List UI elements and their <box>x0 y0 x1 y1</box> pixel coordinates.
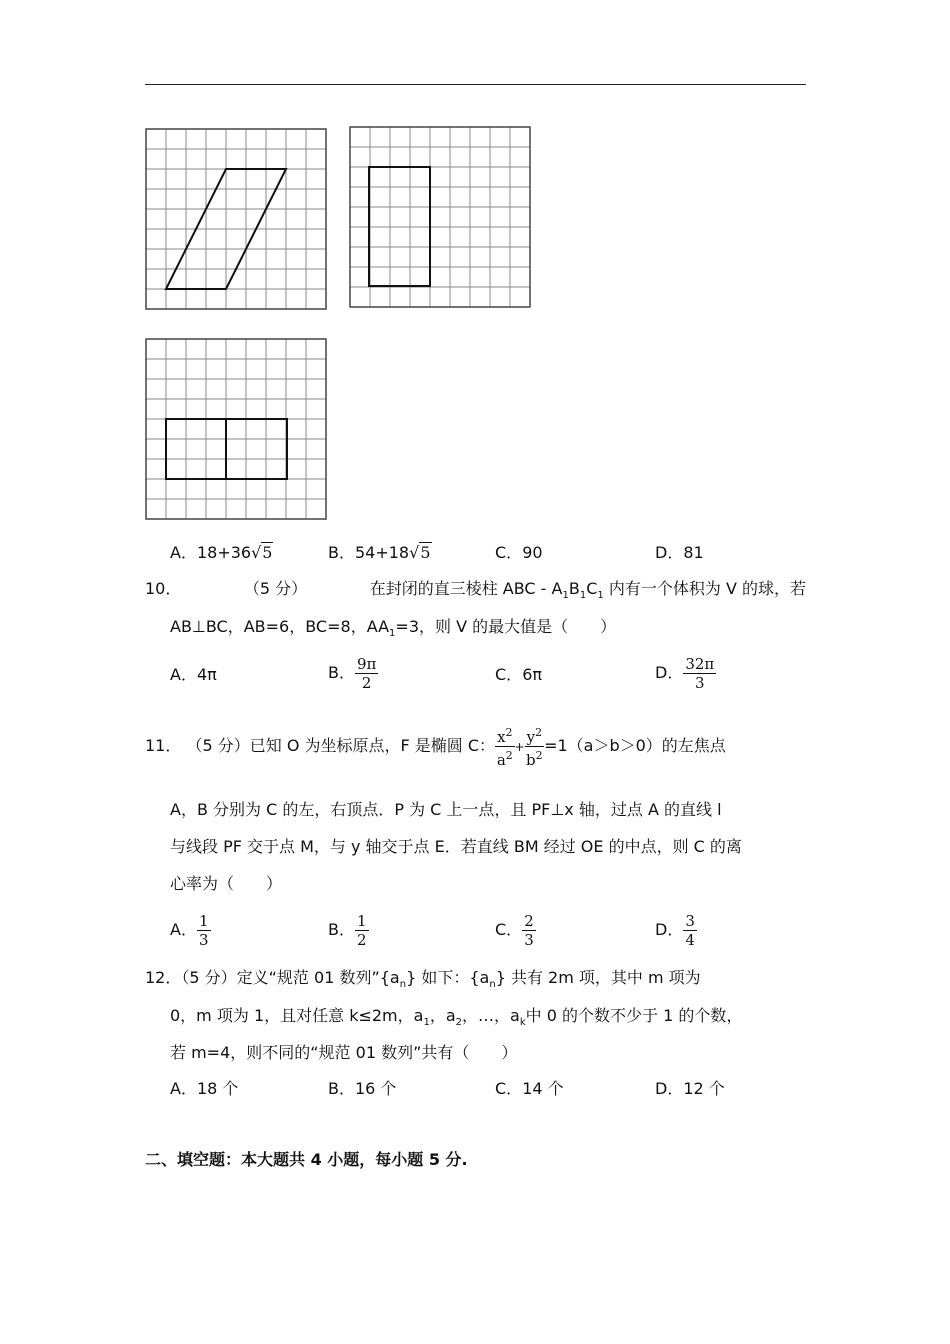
grid-lines <box>146 339 326 519</box>
grid-lines <box>350 127 530 307</box>
q11-line-2: A，B 分别为 C 的左，右顶点．P 为 C 上一点，且 PF⊥x 轴，过点 A 的直线 l <box>170 800 722 819</box>
q11-option-c[interactable] <box>495 912 536 949</box>
option-text: 81 <box>683 543 704 562</box>
option-text: 54+18 <box>354 543 410 562</box>
q12-line-1: 12．（5 分）定义“规范 01 数列$”\{a_n\}$ 如下：$\{a_n\}$ 共有 2m 项，其中 m 项为 <box>145 968 701 991</box>
option-label: A． <box>170 920 197 939</box>
q10-line-1 <box>145 579 806 606</box>
q11-line-3: 与线段 PF 交于点 M，与 y 轴交于点 E．若直线 BM 经过 OE 的中点，则 C 的离 <box>170 837 742 856</box>
fraction: $\frac{3}{4}$ <box>685 912 695 949</box>
option-label: C． <box>495 1079 523 1098</box>
grid-lines <box>146 129 326 309</box>
question-number: 10． <box>145 579 182 598</box>
q9-option-c[interactable] <box>495 543 543 563</box>
sqrt-expression: √5 <box>251 543 273 562</box>
option-label: C． <box>495 665 523 684</box>
option-label: D． <box>655 543 684 562</box>
option-label: D． <box>655 920 684 939</box>
q12-option-c[interactable] <box>495 1079 564 1099</box>
option-text: 18+36 <box>196 543 252 562</box>
grid-figure-rectangle <box>349 126 531 308</box>
q9-option-a[interactable] <box>170 543 273 563</box>
option-label: B． <box>328 663 355 682</box>
fraction: $\frac{1}{3}$ <box>198 912 209 949</box>
option-label: B． <box>328 920 355 939</box>
header-rule <box>145 84 806 85</box>
q11-option-d[interactable] <box>655 912 697 949</box>
question-number: 12． <box>145 968 182 987</box>
section-heading: 二、填空题：本大题共 4 小题，每小题 5 分. <box>145 1150 468 1169</box>
q12-option-a[interactable] <box>170 1079 238 1099</box>
option-label: B． <box>328 543 355 562</box>
q12-option-d[interactable] <box>655 1079 725 1099</box>
option-text: 6π <box>522 665 542 684</box>
q11-line-4: 心率为（ ） <box>170 874 283 893</box>
question-score: （5 分） <box>243 579 308 598</box>
option-text: 90 <box>522 543 543 562</box>
grid-figure-two-rectangles <box>145 338 327 520</box>
q10-stem: 在封闭的直三棱柱 ABC ‑ $A_1B_1C_1$ 内有一个体积为 V 的球，若 <box>369 579 806 602</box>
option-text: 14 个 <box>522 1079 564 1098</box>
option-label: D． <box>655 1079 684 1098</box>
option-label: C． <box>495 920 523 939</box>
q11-option-b[interactable] <box>328 912 369 949</box>
q10-option-d[interactable] <box>655 655 716 692</box>
fraction: $\frac{2}{3}$ <box>524 912 534 949</box>
q9-option-d[interactable] <box>655 543 704 563</box>
radicand: 5 <box>262 543 273 562</box>
fraction: $\frac{1}{2}$ <box>356 912 367 949</box>
option-label: B． <box>328 1079 355 1098</box>
fraction: $\frac{9\pi}{2}$ <box>356 655 377 692</box>
q10-option-c[interactable] <box>495 665 542 685</box>
q11-option-a[interactable] <box>170 912 211 949</box>
sqrt-expression: √5 <box>409 543 431 562</box>
option-text: 4π <box>196 665 217 684</box>
fraction: $\frac{32\pi}{3}$ <box>685 655 715 692</box>
q10-option-a[interactable] <box>170 665 217 685</box>
option-label: D． <box>655 663 684 682</box>
option-label: C． <box>495 543 523 562</box>
q12-line-3: 若 m=4，则不同的“规范 01 数列”共有（ ） <box>170 1043 518 1062</box>
q9-option-b[interactable] <box>328 543 432 563</box>
q10-line-2: AB⊥BC，AB=6，BC=8，$AA_1=3$，则 V 的最大值是（ ） <box>170 617 617 640</box>
option-label: A． <box>170 543 197 562</box>
radicand: 5 <box>420 543 431 562</box>
option-label: A． <box>170 1079 197 1098</box>
q12-option-b[interactable] <box>328 1079 396 1099</box>
fraction-x2-a2: $\frac{x^2}{a^2}$ <box>496 726 513 769</box>
grid-figure-parallelogram <box>145 128 327 310</box>
q11-line-1: 11． （5 分）已知 O 为坐标原点，F 是椭圆 C： $\frac{x^2}{a^2}$ + $\frac{y^2}{b^2}$ =1（a＞b＞0）的左焦点 <box>145 726 726 769</box>
question-number: 11． <box>145 736 182 755</box>
option-text: 16 个 <box>354 1079 397 1098</box>
fraction-y2-b2: $\frac{y^2}{b^2}$ <box>526 726 543 769</box>
q12-line-2: 0，m 项为 1，且对任意 k≤2m，$a_1$，$a_2$，…，$a_k$中 0 的个数不少于 1 的个数， <box>170 1006 743 1029</box>
option-label: A． <box>170 665 197 684</box>
option-text: 12 个 <box>683 1079 725 1098</box>
option-text: 18 个 <box>196 1079 239 1098</box>
q10-option-b[interactable] <box>328 655 378 692</box>
